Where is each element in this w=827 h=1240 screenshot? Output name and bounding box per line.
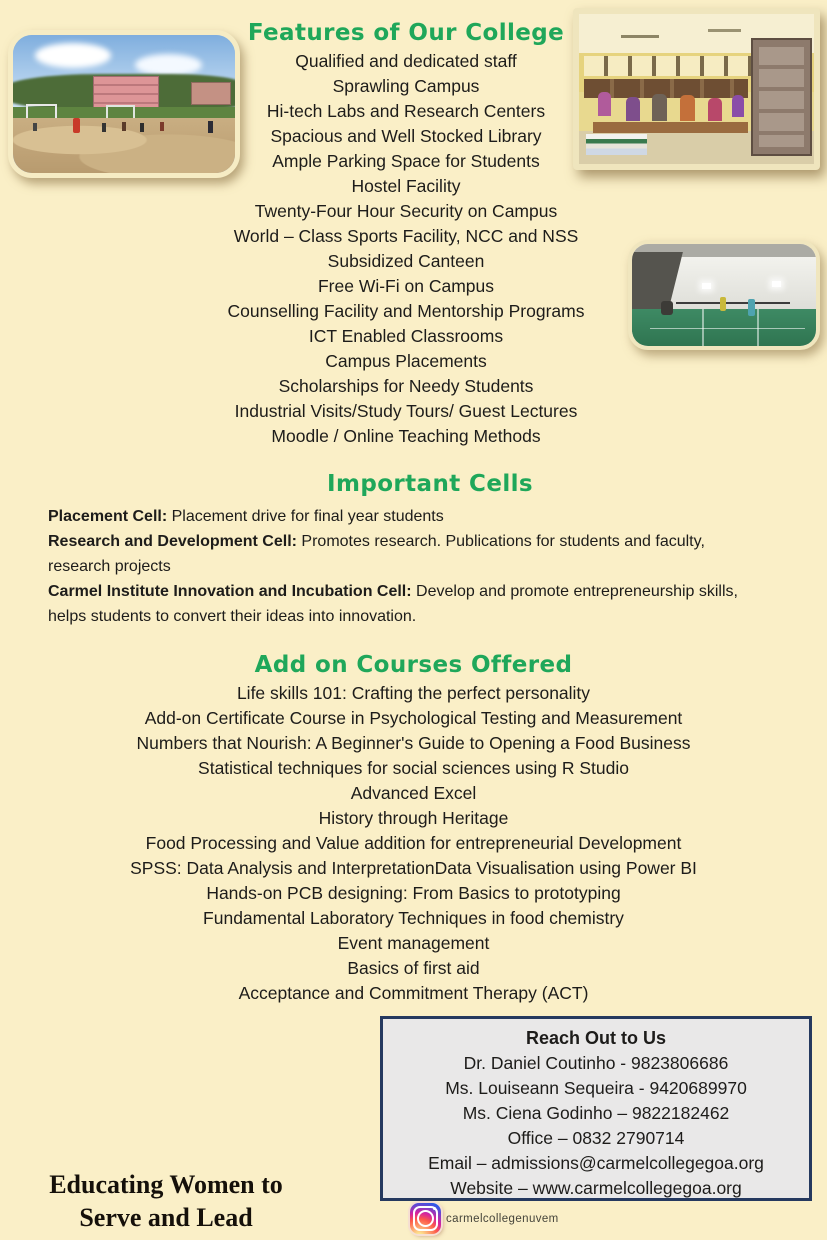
cell-item	[48, 529, 754, 579]
motto-line-2: Serve and Lead	[79, 1203, 253, 1232]
feature-item: Hi-tech Labs and Research Centers	[266, 101, 546, 121]
course-item: Fundamental Laboratory Techniques in food chemistry	[203, 908, 624, 928]
feature-item: Subsidized Canteen	[327, 251, 485, 271]
contact-line: Ms. Louiseann Sequeira - 9420689970	[445, 1078, 747, 1098]
instagram-icon	[410, 1203, 441, 1234]
contact-line: Dr. Daniel Coutinho - 9823806686	[463, 1053, 729, 1073]
instagram-lens	[417, 1210, 434, 1227]
cell-text: Promotes research. Publications for students and faculty, research projects	[48, 533, 705, 575]
contact-title: Reach Out to Us	[525, 1028, 667, 1048]
course-item: Event management	[337, 933, 490, 953]
important-cells-title: Important Cells	[327, 471, 533, 497]
course-item: Hands-on PCB designing: From Basics to prototyping	[206, 883, 621, 903]
course-item: Acceptance and Commitment Therapy (ACT)	[238, 983, 589, 1003]
course-item: Food Processing and Value addition for entrepreneurial Development	[145, 833, 682, 853]
motto-line-1: Educating Women to	[49, 1170, 283, 1199]
feature-item: Sprawling Campus	[332, 76, 480, 96]
feature-item: Qualified and dedicated staff	[295, 51, 517, 71]
features-list	[0, 49, 812, 449]
feature-item: World – Class Sports Facility, NCC and NSS	[233, 226, 579, 246]
course-item: History through Heritage	[318, 808, 509, 828]
instagram-row	[410, 1203, 559, 1234]
feature-item: Scholarships for Needy Students	[278, 376, 534, 396]
feature-item: Industrial Visits/Study Tours/ Guest Lectures	[234, 401, 578, 421]
contact-line: Office – 0832 2790714	[507, 1128, 685, 1148]
contact-email: Email – admissions@carmelcollegegoa.org	[428, 1153, 764, 1173]
feature-item: Free Wi-Fi on Campus	[317, 276, 494, 296]
cell-item	[48, 579, 754, 629]
course-item: Statistical techniques for social sciences using R Studio	[198, 758, 629, 778]
cell-text: Placement drive for final year students	[171, 508, 444, 525]
course-item: Life skills 101: Crafting the perfect personality	[236, 683, 591, 703]
cell-label: Placement Cell:	[48, 508, 168, 525]
cell-label: Carmel Institute Innovation and Incubation Cell:	[48, 583, 412, 600]
features-title: Features of Our College	[247, 20, 565, 46]
cell-label: Research and Development Cell:	[48, 533, 297, 550]
feature-item: Twenty-Four Hour Security on Campus	[254, 201, 558, 221]
course-item: Add-on Certificate Course in Psychological Testing and Measurement	[144, 708, 683, 728]
courses-title: Add on Courses Offered	[254, 652, 573, 678]
contact-box	[380, 1016, 812, 1201]
course-item: Numbers that Nourish: A Beginner's Guide to Opening a Food Business	[136, 733, 691, 753]
feature-item: Moodle / Online Teaching Methods	[271, 426, 541, 446]
important-cells-section	[48, 471, 812, 629]
courses-list	[0, 681, 827, 1006]
feature-item: Campus Placements	[325, 351, 487, 371]
feature-item: ICT Enabled Classrooms	[308, 326, 504, 346]
contact-website: Website – www.carmelcollegegoa.org	[450, 1178, 742, 1198]
cell-item	[48, 504, 754, 529]
feature-item: Ample Parking Space for Students	[272, 151, 540, 171]
feature-item: Counselling Facility and Mentorship Programs	[227, 301, 585, 321]
contact-line: Ms. Ciena Godinho – 9822182462	[462, 1103, 730, 1123]
feature-item: Hostel Facility	[351, 176, 461, 196]
features-section	[0, 20, 812, 449]
instagram-dot	[433, 1207, 436, 1210]
feature-item: Spacious and Well Stocked Library	[270, 126, 542, 146]
course-item: SPSS: Data Analysis and InterpretationData Visualisation using Power BI	[130, 858, 697, 878]
college-motto	[28, 1168, 304, 1234]
add-on-courses-section	[0, 652, 827, 1006]
course-item: Advanced Excel	[350, 783, 477, 803]
course-item: Basics of first aid	[347, 958, 480, 978]
cell-text: Develop and promote entrepreneurship skills, helps students to convert their ideas into innovation.	[48, 583, 738, 625]
instagram-handle: carmelcollegenuvem	[446, 1212, 559, 1225]
